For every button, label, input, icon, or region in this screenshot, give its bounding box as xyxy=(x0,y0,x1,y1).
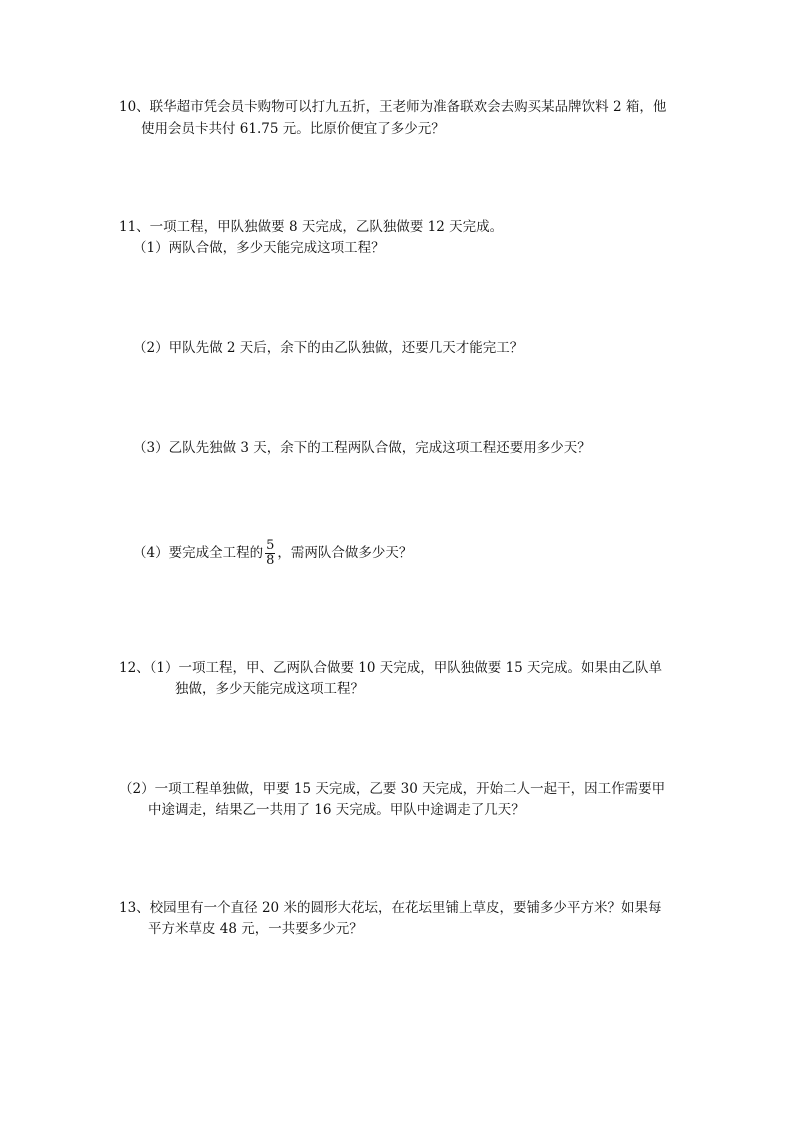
q10-line-2: 使用会员卡共付 61.75 元。比原价便宜了多少元？ xyxy=(141,121,445,137)
q12-part-1-line-1: 12、（1）一项工程，甲、乙两队合做要 10 天完成，甲队独做要 15 天完成。如果由乙队单 xyxy=(119,660,663,676)
fraction-numerator: 5 xyxy=(266,538,275,553)
fraction xyxy=(265,539,275,568)
q11-part-2: （2）甲队先做 2 天后，余下的由乙队独做，还要几天才能完工？ xyxy=(133,340,524,356)
q11-part-4 xyxy=(133,539,412,568)
q11-part-3: （3）乙队先独做 3 天，余下的工程两队合做，完成这项工程还要用多少天？ xyxy=(133,440,591,456)
q13-line-2: 平方米草皮 48 元，一共要多少元？ xyxy=(148,921,363,937)
q10-line-1: 10、联华超市凭会员卡购物可以打九五折，王老师为准备联欢会去购买某品牌饮料 2 箱，他 xyxy=(119,99,667,115)
q11-part-4-text-before: （4）要完成全工程的 xyxy=(133,545,264,561)
q12-part-1-line-2: 独做，多少天能完成这项工程？ xyxy=(175,681,364,697)
q12-part-2-line-1: （2）一项工程单独做，甲要 15 天完成，乙要 30 天完成，开始二人一起干，因工作需要甲 xyxy=(119,781,666,797)
q12-part-2-line-2: 中途调走，结果乙一共用了 16 天完成。甲队中途调走了几天？ xyxy=(148,802,525,818)
q11-intro: 11、一项工程，甲队独做要 8 天完成，乙队独做要 12 天完成。 xyxy=(119,219,504,235)
fraction-denominator: 8 xyxy=(266,553,275,568)
q13-line-1: 13、校园里有一个直径 20 米的圆形大花坛，在花坛里铺上草皮，要铺多少平方米？如果每 xyxy=(119,900,662,916)
q11-part-4-text-after: ，需两队合做多少天？ xyxy=(277,545,413,561)
q11-part-1: （1）两队合做，多少天能完成这项工程？ xyxy=(133,240,385,256)
